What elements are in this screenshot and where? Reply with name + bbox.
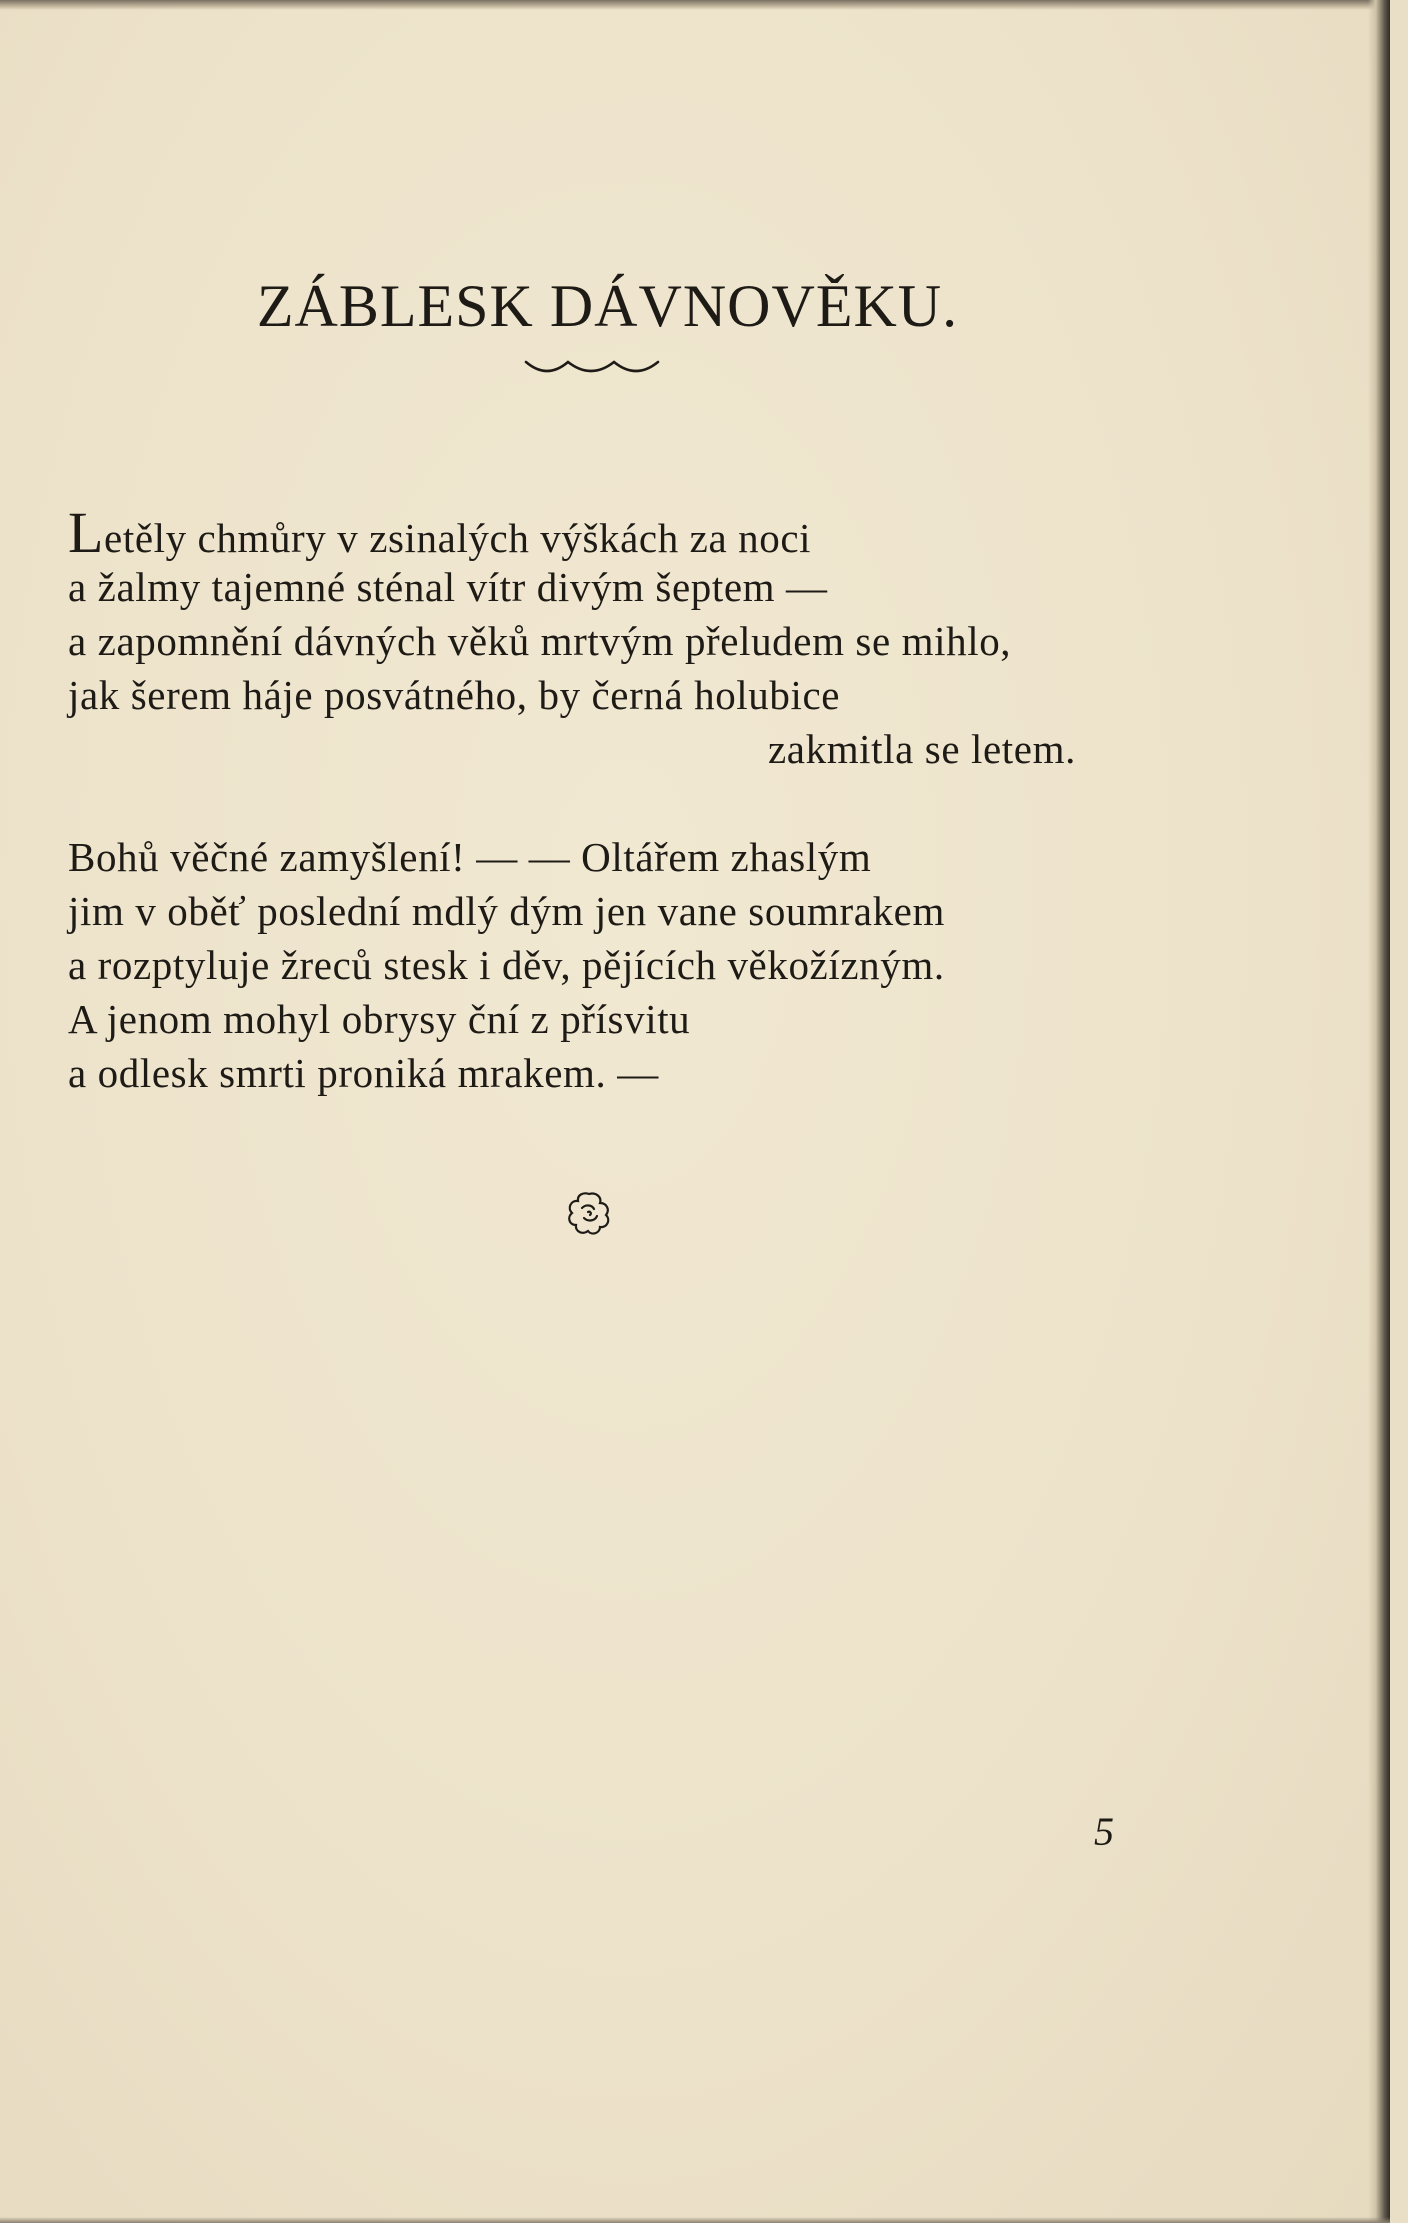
- stanza-2: [68, 830, 1148, 1100]
- poem-line-indented: zakmitla se letem.: [768, 726, 1076, 772]
- poem-line: a zapomnění dávných věků mrtvým přeludem se mihlo,: [68, 618, 1012, 664]
- poem-line: A jenom mohyl obrysy ční z přísvitu: [68, 996, 691, 1042]
- poem-line: jak šerem háje posvátného, by černá holubice: [68, 672, 841, 718]
- stanza-1: [68, 500, 1148, 776]
- poem-line: a odlesk smrti proniká mrakem. —: [68, 1050, 659, 1096]
- poem-line: [68, 500, 1148, 565]
- drop-cap: L: [68, 500, 105, 565]
- wave-ornament-icon: [524, 358, 660, 378]
- poem-body: [68, 500, 1148, 1100]
- poem-line: a žalmy tajemné sténal vítr divým šeptem —: [68, 564, 828, 610]
- poem-line: jim v oběť poslední mdlý dým jen vane soumrakem: [68, 888, 945, 934]
- page-bottom-edge: [0, 2217, 1390, 2223]
- poem-line: Bohů věčné zamyšlení! — — Oltářem zhaslým: [68, 834, 872, 880]
- page-right-edge: [1368, 0, 1390, 2223]
- poem-title: ZÁBLESK DÁVNOVĚKU.: [256, 273, 959, 339]
- fleuron-icon: [564, 1188, 614, 1238]
- page-number: 5: [1094, 1809, 1114, 1854]
- page-top-edge: [0, 0, 1390, 10]
- poem-line: a rozptyluje žreců stesk i děv, pějících věkožízným.: [68, 942, 945, 988]
- poem-line-text: etěly chmůry v zsinalých výškách za noci: [104, 515, 812, 561]
